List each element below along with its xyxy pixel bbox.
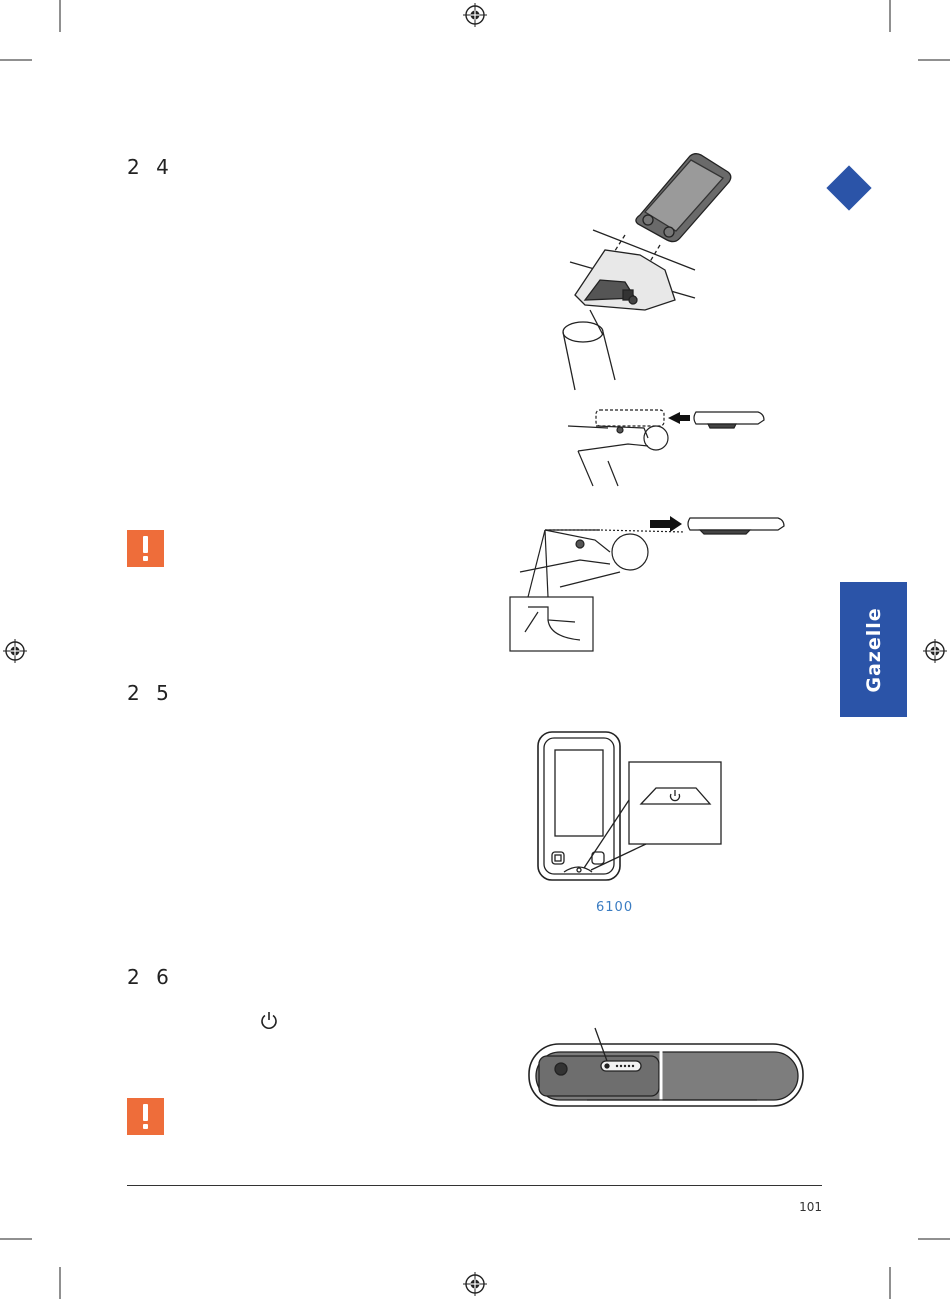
charging-port-illustration xyxy=(527,1028,807,1110)
section-number-24: 2 4 xyxy=(127,155,174,179)
display-power-button-illustration xyxy=(536,730,726,880)
registration-mark-bottom-icon xyxy=(463,1272,487,1296)
registration-mark-top-icon xyxy=(463,3,487,27)
footer-rule xyxy=(127,1185,822,1186)
display-slide-in-illustration xyxy=(568,406,778,491)
section-number-26: 2 6 xyxy=(127,965,174,989)
display-slide-out-illustration xyxy=(510,512,790,652)
brand-side-tab-label: Gazelle xyxy=(862,606,885,693)
warning-exclamation-icon xyxy=(127,1098,164,1135)
power-icon xyxy=(259,1010,279,1030)
registration-mark-right-icon xyxy=(923,639,947,663)
figure-caption: 6100 xyxy=(596,900,634,915)
warning-exclamation-icon xyxy=(127,530,164,567)
display-mount-illustration xyxy=(545,150,725,395)
section-number-25: 2 5 xyxy=(127,681,174,705)
page-number: 101 xyxy=(799,1200,822,1214)
brand-side-tab xyxy=(840,582,907,717)
registration-mark-left-icon xyxy=(3,639,27,663)
